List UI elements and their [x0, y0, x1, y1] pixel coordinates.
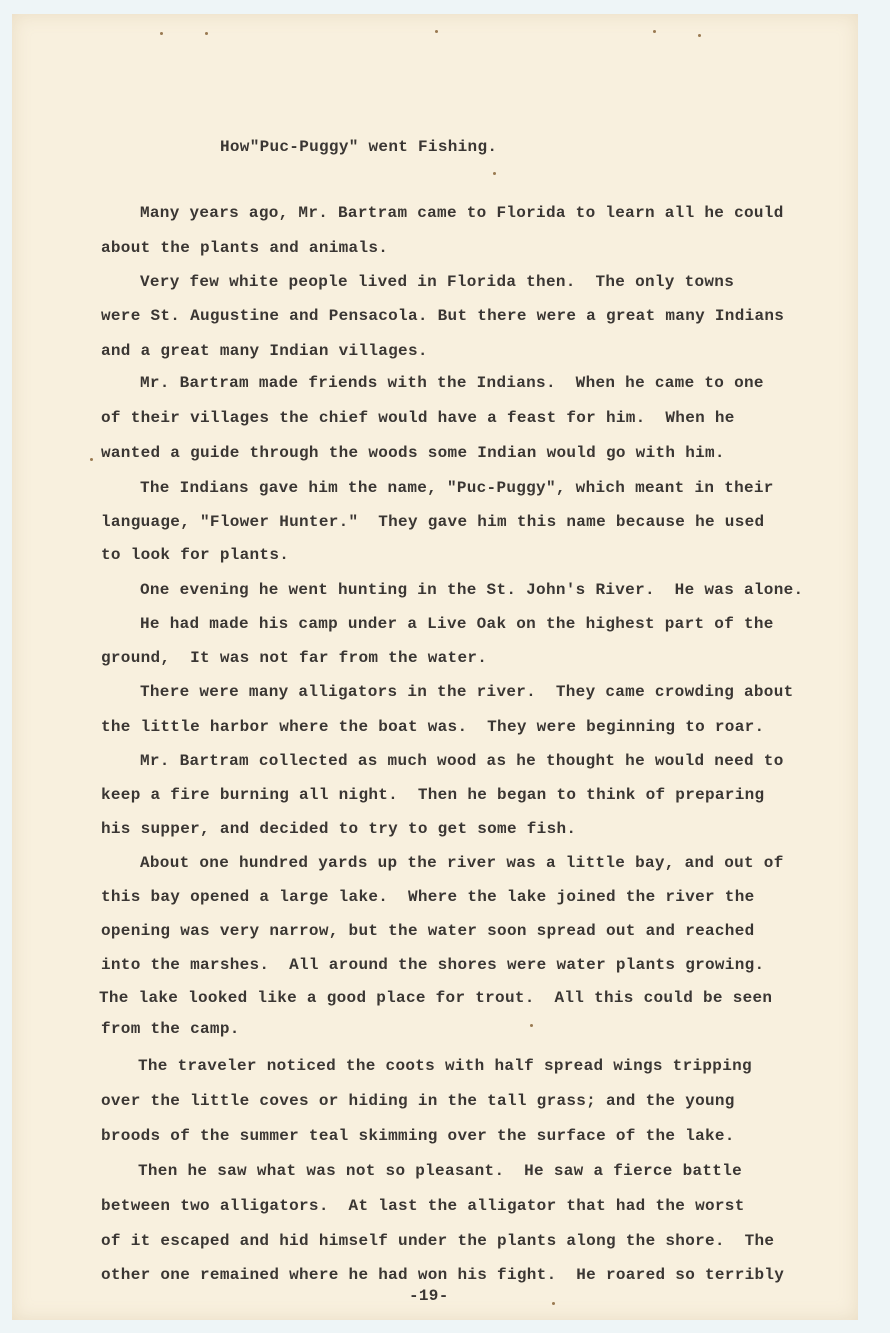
paper-speck — [90, 458, 93, 461]
text-line: One evening he went hunting in the St. John's River. He was alone. — [140, 581, 804, 599]
text-line: the little harbor where the boat was. They were beginning to roar. — [101, 718, 765, 736]
text-line: were St. Augustine and Pensacola. But there were a great many Indians — [101, 307, 785, 325]
text-line: ground, It was not far from the water. — [101, 649, 488, 667]
document-page — [12, 14, 858, 1320]
text-line: between two alligators. At last the alligator that had the worst — [101, 1197, 745, 1215]
paper-speck — [493, 172, 496, 175]
text-line: from the camp. — [101, 1020, 240, 1038]
text-line: About one hundred yards up the river was a little bay, and out of — [140, 854, 784, 872]
text-line: of their villages the chief would have a feast for him. When he — [101, 409, 735, 427]
text-line: keep a fire burning all night. Then he began to think of preparing — [101, 786, 765, 804]
text-line: Then he saw what was not so pleasant. He saw a fierce battle — [138, 1162, 742, 1180]
text-line: over the little coves or hiding in the tall grass; and the young — [101, 1092, 735, 1110]
text-line: Many years ago, Mr. Bartram came to Florida to learn all he could — [140, 204, 784, 222]
text-line: The lake looked like a good place for trout. All this could be seen — [99, 989, 773, 1007]
text-line: broods of the summer teal skimming over the surface of the lake. — [101, 1127, 735, 1145]
paper-speck — [530, 1024, 533, 1027]
text-line: and a great many Indian villages. — [101, 342, 428, 360]
text-line: this bay opened a large lake. Where the lake joined the river the — [101, 888, 755, 906]
document-title: How"Puc-Puggy" went Fishing. — [220, 138, 498, 156]
text-line: Mr. Bartram collected as much wood as he thought he would need to — [140, 752, 784, 770]
paper-speck — [435, 30, 438, 33]
text-line: wanted a guide through the woods some Indian would go with him. — [101, 444, 725, 462]
text-line: He had made his camp under a Live Oak on the highest part of the — [140, 615, 774, 633]
paper-speck — [653, 30, 656, 33]
page-number: -19- — [409, 1287, 449, 1305]
text-line: The traveler noticed the coots with half spread wings tripping — [138, 1057, 752, 1075]
text-line: of it escaped and hid himself under the plants along the shore. The — [101, 1232, 775, 1250]
text-line: to look for plants. — [101, 546, 290, 564]
paper-speck — [552, 1302, 555, 1305]
text-line: other one remained where he had won his fight. He roared so terribly — [101, 1266, 785, 1284]
paper-speck — [205, 32, 208, 35]
text-line: his supper, and decided to try to get some fish. — [101, 820, 577, 838]
text-line: Mr. Bartram made friends with the Indians. When he came to one — [140, 374, 764, 392]
text-line: about the plants and animals. — [101, 239, 389, 257]
paper-speck — [160, 32, 163, 35]
paper-speck — [698, 34, 701, 37]
text-line: into the marshes. All around the shores were water plants growing. — [101, 956, 765, 974]
text-line: The Indians gave him the name, "Puc-Puggy", which meant in their — [140, 479, 774, 497]
text-line: There were many alligators in the river. They came crowding about — [140, 683, 794, 701]
text-line: language, "Flower Hunter." They gave him this name because he used — [101, 513, 765, 531]
text-line: opening was very narrow, but the water soon spread out and reached — [101, 922, 755, 940]
text-line: Very few white people lived in Florida then. The only towns — [140, 273, 735, 291]
